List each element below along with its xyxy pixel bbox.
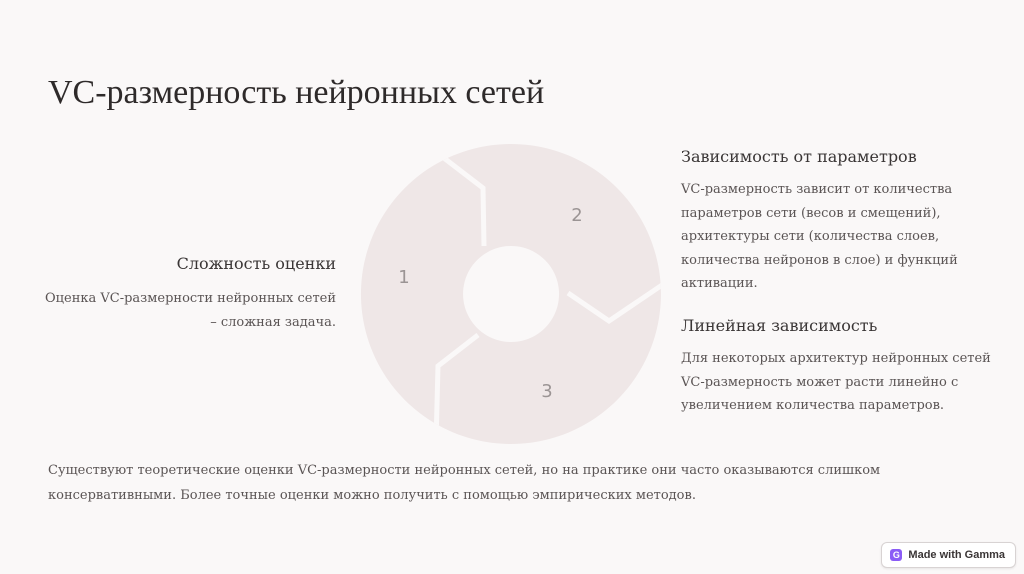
segment-2-text: VC-размерность зависит от количества параметров сети (весов и смещений), архитектуры сети (количества слоев, количества нейронов в слое) и функций активации.: [681, 182, 958, 291]
cycle-diagram: [360, 143, 662, 445]
slide-title: VC-размерность нейронных сетей: [48, 74, 545, 111]
segment-1-block: [36, 254, 336, 335]
segment-number-2: 2: [571, 205, 583, 226]
cycle-ring: [361, 144, 661, 444]
segment-number-3: 3: [541, 381, 553, 402]
badge-label: Made with Gamma: [908, 549, 1005, 561]
segment-1-heading: Сложность оценки: [176, 254, 336, 273]
segment-2-heading: Зависимость от параметров: [681, 147, 917, 166]
gamma-logo-icon: G: [890, 549, 902, 561]
segment-1-text: Оценка VC-размерности нейронных сетей – сложная задача.: [45, 291, 336, 330]
segment-3-heading: Линейная зависимость: [681, 316, 878, 335]
segment-3-text: Для некоторых архитектур нейронных сетей VC-размерность может расти линейно с увеличением количества параметров.: [681, 351, 991, 413]
footer-note: Существуют теоретические оценки VC-размерности нейронных сетей, но на практике они часто оказываются слишком консервативными. Более точные оценки можно получить с помощью эмпирических методов.: [48, 463, 881, 503]
made-with-gamma-badge[interactable]: [881, 542, 1016, 568]
segment-number-1: 1: [398, 267, 410, 288]
segment-2-block: [681, 147, 1001, 296]
segment-3-block: [681, 316, 1001, 418]
